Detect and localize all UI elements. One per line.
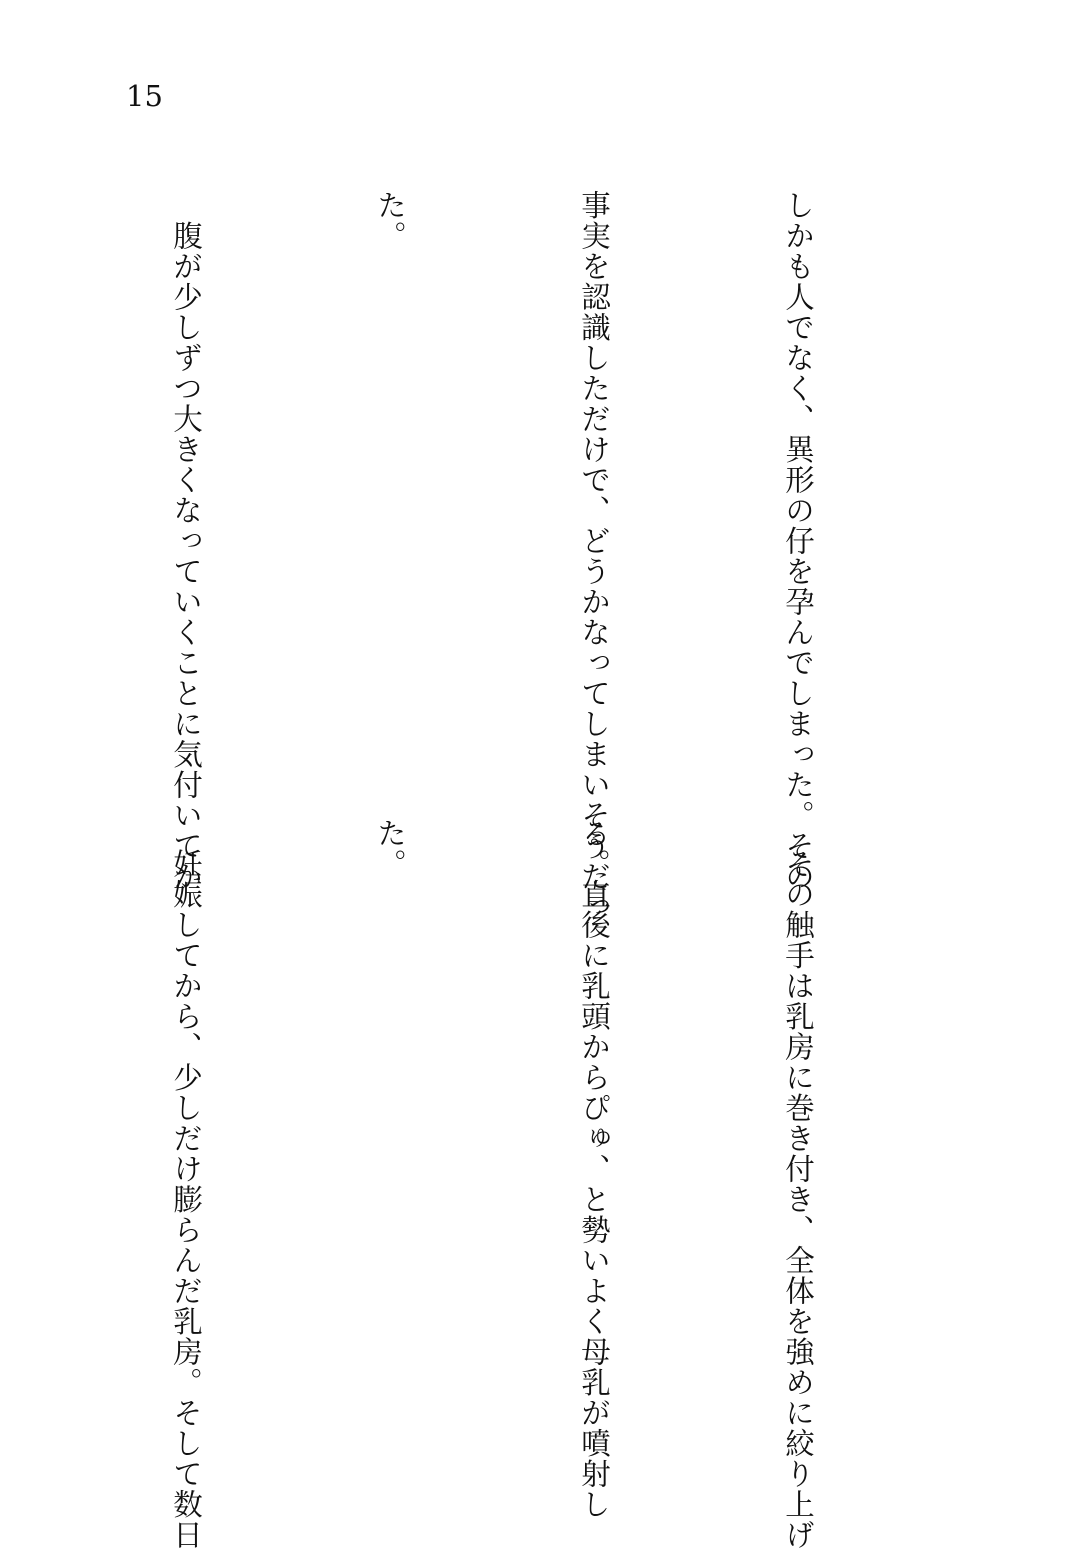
text-column xyxy=(0,190,16,922)
text-column: る。直後に乳頭からぴゅ、と勢いよく母乳が噴射し xyxy=(577,818,611,1520)
text-block-bottom xyxy=(0,818,968,1550)
page-number: 15 xyxy=(126,79,163,113)
text-column: その触手は乳房に巻き付き、全体を強めに絞り上げ xyxy=(781,818,815,1550)
text-column: 事実を認識しただけで、どうかなってしまいそうだっ xyxy=(577,190,611,922)
text-column xyxy=(0,818,16,1550)
text-column: た。 xyxy=(373,190,407,251)
text-column: た。 xyxy=(373,818,407,879)
text-block-top xyxy=(0,190,968,922)
text-column: 腹が少しずつ大きくなっていくことに気付いてか xyxy=(169,190,203,892)
text-column: しかも人でなく、異形の仔を孕んでしまった。その xyxy=(781,190,815,892)
text-column: 妊娠してから、少しだけ膨らんだ乳房。そして数日 xyxy=(169,818,203,1550)
